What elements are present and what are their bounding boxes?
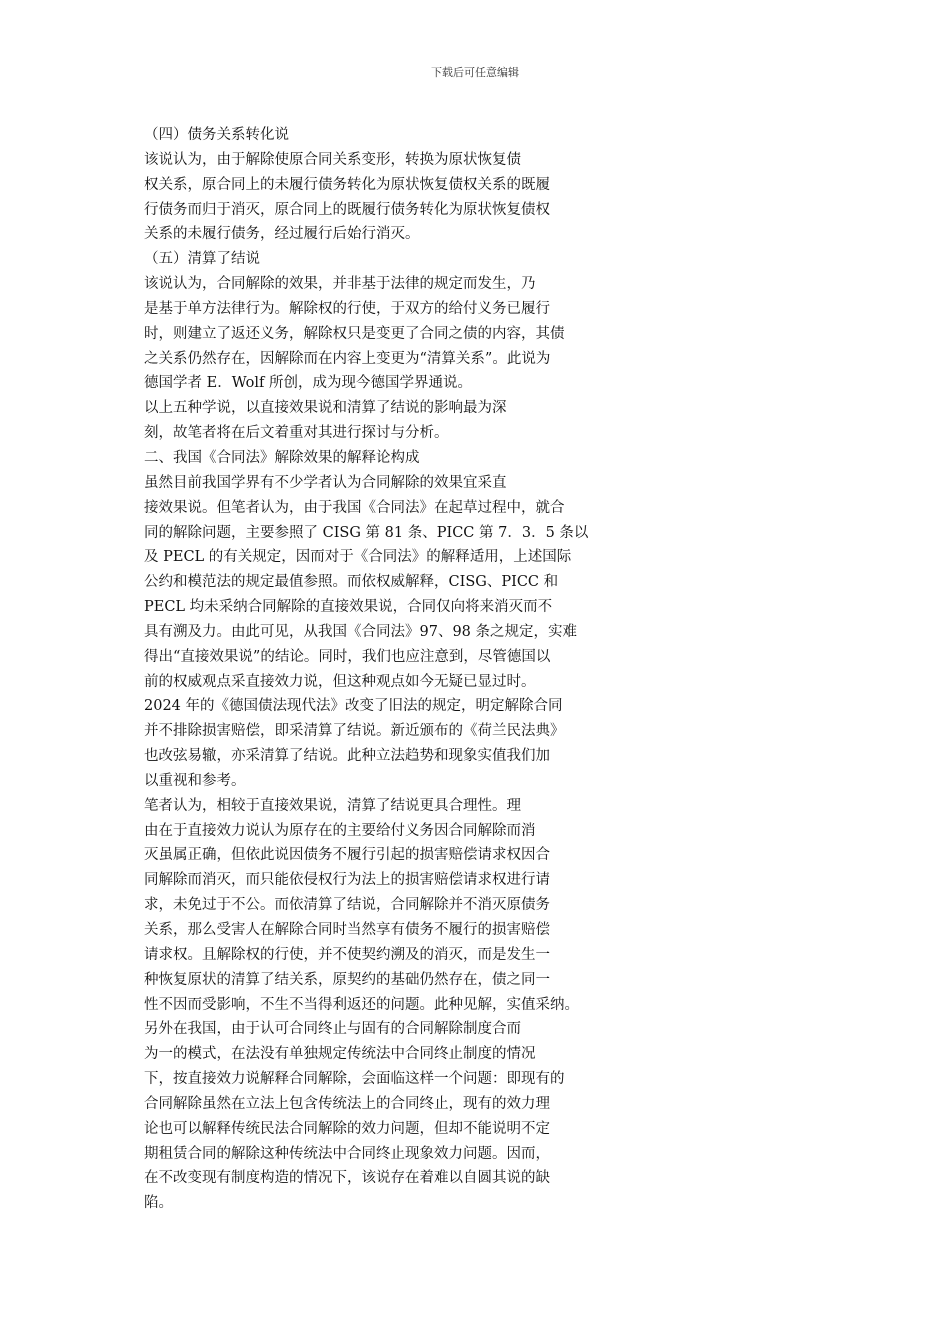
text-line: 具有溯及力。由此可见，从我国《合同法》97、98 条之规定，实难 [144,623,578,640]
text-line: 同解除而消灭，而只能依侵权行为法上的损害赔偿请求权进行请 [144,872,550,889]
text-line: 论也可以解释传统民法合同解除的效力问题，但却不能说明不定 [144,1120,550,1137]
text-line: （四）债务关系转化说 [144,127,289,143]
text-line: 2024 年的《德国债法现代法》改变了旧法的规定，明定解除合同 [144,698,563,715]
text-line: 接效果说。但笔者认为，由于我国《合同法》在起草过程中，就合 [144,499,565,516]
text-line: 合同解除虽然在立法上包含传统法上的合同终止，现有的效力理 [144,1095,550,1112]
text-line: 由在于直接效力说认为原存在的主要给付义务因合同解除而消 [144,822,536,839]
text-line: 权关系，原合同上的未履行债务转化为原状恢复债权关系的既履 [144,176,550,193]
text-line: 二、我国《合同法》解除效果的解释论构成 [144,449,420,466]
text-line: 关系，那么受害人在解除合同时当然享有债务不履行的损害赔偿 [144,922,550,938]
text-line: 是基于单方法律行为。解除权的行使，于双方的给付义务已履行 [144,300,550,317]
page-header: 下载后可任意编辑 [431,66,519,79]
text-line: 以上五种学说，以直接效果说和清算了结说的影响最为深 [144,400,507,417]
text-line: 刻，故笔者将在后文着重对其进行探讨与分析。 [144,425,449,442]
text-line: 求，未免过于不公。而依清算了结说，合同解除并不消灭原债务 [144,897,550,914]
text-line: 前的权威观点采直接效力说，但这种观点如今无疑已显过时。 [144,673,536,690]
text-line: 得出“直接效果说”的结论。同时，我们也应注意到，尽管德国以 [144,648,551,665]
text-line: 另外在我国，由于认可合同终止与固有的合同解除制度合而 [144,1021,521,1038]
text-line: 之关系仍然存在，因解除而在内容上变更为“清算关系”。此说为 [144,350,551,367]
text-line: 同的解除问题，主要参照了 CISG 第 81 条、PICC 第 7．3．5 条以 [144,524,589,541]
text-line: 期租赁合同的解除这种传统法中合同终止现象效力问题。因而， [144,1145,550,1162]
text-line: PECL 均未采纳合同解除的直接效果说，合同仅向将来消灭而不 [144,599,553,616]
text-line: 以重视和参考。 [144,772,246,789]
text-line: 灭虽属正确，但依此说因债务不履行引起的损害赔偿请求权因合 [144,847,550,864]
text-line: 德国学者 E．Wolf 所创，成为现今德国学界通说。 [144,375,472,392]
text-line: 该说认为，合同解除的效果，并非基于法律的规定而发生，乃 [144,276,536,293]
text-line: 及 PECL 的有关规定，因而对于《合同法》的解释适用，上述国际 [144,549,572,566]
text-line: 请求权。且解除权的行使，并不使契约溯及的消灭，而是发生一 [144,946,550,963]
text-line: 为一的模式，在法没有单独规定传统法中合同终止制度的情况 [144,1046,536,1063]
text-line: 陷。 [144,1195,173,1212]
text-line: 也改弦易辙，亦采清算了结说。此种立法趋势和现象实值我们加 [144,748,550,765]
text-line: 性不因而受影响，不生不当得利返还的问题。此种见解，实值采纳。 [144,996,579,1013]
text-line: 笔者认为，相较于直接效果说，清算了结说更具合理性。理 [144,797,521,814]
text-line: 下，按直接效力说解释合同解除，会面临这样一个问题：即现有的 [144,1071,565,1088]
text-line: 虽然目前我国学界有不少学者认为合同解除的效果宜采直 [144,474,507,491]
text-line: 并不排除损害赔偿，即采清算了结说。新近颁布的《荷兰民法典》 [144,723,565,740]
text-line: 在不改变现有制度构造的情况下，该说存在着难以自圆其说的缺 [144,1170,550,1187]
document-body [144,123,644,1216]
text-line: 种恢复原状的清算了结关系，原契约的基础仍然存在，债之同一 [144,971,550,988]
text-line: 时，则建立了返还义务，解除权只是变更了合同之债的内容，其债 [144,325,565,342]
text-line: （五）清算了结说 [144,251,260,268]
text-line: 公约和模范法的规定最值参照。而依权威解释，CISG、PICC 和 [144,574,559,591]
text-line: 该说认为，由于解除使原合同关系变形，转换为原状恢复债 [144,151,521,168]
text-line: 行债务而归于消灭，原合同上的既履行债务转化为原状恢复债权 [144,201,550,218]
text-line: 关系的未履行债务，经过履行后始行消灭。 [144,226,420,243]
